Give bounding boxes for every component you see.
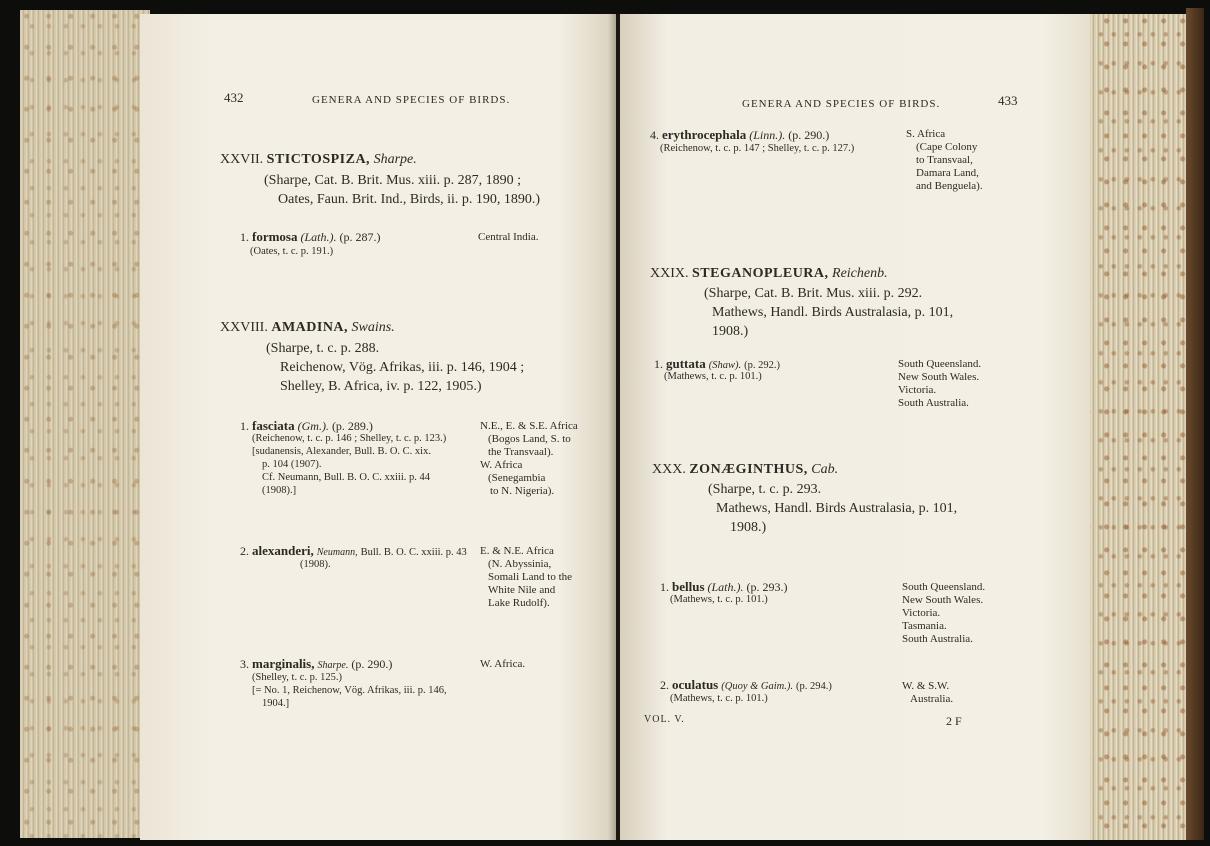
species-name: marginalis, [252,656,315,671]
species-distribution: W. Africa. [480,658,526,670]
species-note: (Oates, t. c. p. 191.) [250,246,334,257]
genus-name: STICTOSPIZA, [266,152,371,167]
species-entry: 1. formosa (Lath.). (p. 287.) [240,229,381,244]
species-name: bellus [672,579,705,594]
species-note: (Reichenow, t. c. p. 147 ; Shelley, t. c. p. 127.) [660,143,855,154]
section-heading: XXIX. STEGANOPLEURA, Reichenb. [650,266,888,281]
section-heading: XXX. ZONÆGINTHUS, Cab. [652,462,839,477]
species-name: alexanderi, [252,543,314,558]
species-note: (1908). [300,559,331,570]
section-heading [220,152,417,168]
page-number: 433 [998,93,1018,108]
right-page-edges [1080,14,1192,840]
gathering-signature: 2 F [946,714,962,728]
left-page-edges [20,10,150,838]
species-name: formosa [252,229,298,244]
section-numeral: XXVII. [220,152,264,167]
right-page: GENERA AND SPECIES OF BIRDS. 433 4. erythrocephala (Linn.). (p. 290.) (Reichenow, t. c. p. 147 ; Shelley, t. c. p. 127.) S. Africa (Cape Colony to Transvaal, Damara Land, and Benguela). XXIX. STEGANOPLEURA, Reichenb. (Sharpe, Cat. B. Brit. Mus. xiii. p. 292. Mathews, Handl. Birds Australasia, p. 101, 1908.) 1. guttata (Shaw). (p. 292.) (Mathews, t. c. p. 101.) South Queensland. New South Wales. Victoria. South Australia. XXX. ZONÆGINTHUS, Cab. (Sharpe, t. c. p. 293. Mathews, Handl. Birds Australasia, p. 101, 1908.) 1. bellus (Lath.). (p. 293.) (Mathews, t. c. p. 101.) South Queensland. New South Wales. Victoria. Tasmania. South Australia. 2. oculatus (Quoy & Gaim.). (p. 294.) (Mathews, t. c. p. 101.) W. & S.W. Australia. VOL. V. 2 F [620,14,1090,840]
species-name: erythrocephala [662,127,747,142]
species-note: (Mathews, t. c. p. 101.) [670,693,768,704]
section-heading: XXVIII. AMADINA, Swains. [220,320,395,335]
species-entry: 1. guttata (Shaw). (p. 292.) [654,356,780,371]
book-cover-edge [1186,8,1204,840]
left-page: 432 GENERA AND SPECIES OF BIRDS. XXVII. STICTOSPIZA, Sharpe. (Sharpe, Cat. B. Brit. Mus. xiii. p. 287, 1890 ; Oates, Faun. Brit. Ind., Birds, ii. p. 190, 1890.) 1. formosa (Lath.). (p. 287.) (Oates, t. c. p. 191.) Central India. XXVIII. AMADINA, Swains. (Sharpe, t. c. p. 288. Reichenow, Vög. Afrikas, iii. p. 146, 1904 ; Shelley, B. Africa, iv. p. 122, 1905.) 1. fasciata (Gm.). (p. 289.) (Reichenow, t. c. p. 146 ; Shelley, t. c. p. 123.) [sudanensis, Alexander, Bull. B. O. C. xix. p. 104 (1907). Cf. Neumann, Bull. B. O. C. xxiii. p. 44 (1908).] N.E., E. & S.E. Africa (Bogos Land, S. to the Transvaal). W. Africa (Senegambia to N. Nigeria). 2. alexanderi, Neumann, Bull. B. O. C. xxiii. p. 43 (1908). E. & N.E. Africa (N. Abyssinia, Somali Land to the White Nile and Lake Rudolf). 3. marginalis, Sharpe. (p. 290.) (Shelley, t. c. p. 125.) [= No. 1, Reichenow, Vög. Afrikas, iii. p. 146, 1904.] W. Africa. [140,14,616,840]
species-entry: 3. marginalis, Sharpe. (p. 290.) [240,656,393,671]
species-entry: 1. fasciata (Gm.). (p. 289.) [240,418,373,433]
genus-name: AMADINA, [271,320,349,335]
genus-author: Sharpe. [373,152,417,167]
species-entry: 1. bellus (Lath.). (p. 293.) [660,579,788,594]
page-number: 432 [224,90,244,105]
running-head: GENERA AND SPECIES OF BIRDS. [742,98,941,110]
genus-name: STEGANOPLEURA, [692,266,829,281]
species-entry: 2. alexanderi, Neumann, Bull. B. O. C. xxiii. p. 43 [240,543,467,558]
species-name: guttata [666,356,706,371]
species-note: (Mathews, t. c. p. 101.) [670,594,768,605]
genus-name: ZONÆGINTHUS, [689,462,808,477]
species-name: fasciata [252,418,295,433]
species-name: oculatus [672,677,719,692]
species-distribution: Central India. [478,231,539,243]
species-note: (Mathews, t. c. p. 101.) [664,371,762,382]
species-entry: 4. erythrocephala (Linn.). (p. 290.) [650,127,830,142]
volume-signature: VOL. V. [644,714,685,725]
running-head: GENERA AND SPECIES OF BIRDS. [312,94,511,106]
species-entry: 2. oculatus (Quoy & Gaim.). (p. 294.) [660,677,832,692]
